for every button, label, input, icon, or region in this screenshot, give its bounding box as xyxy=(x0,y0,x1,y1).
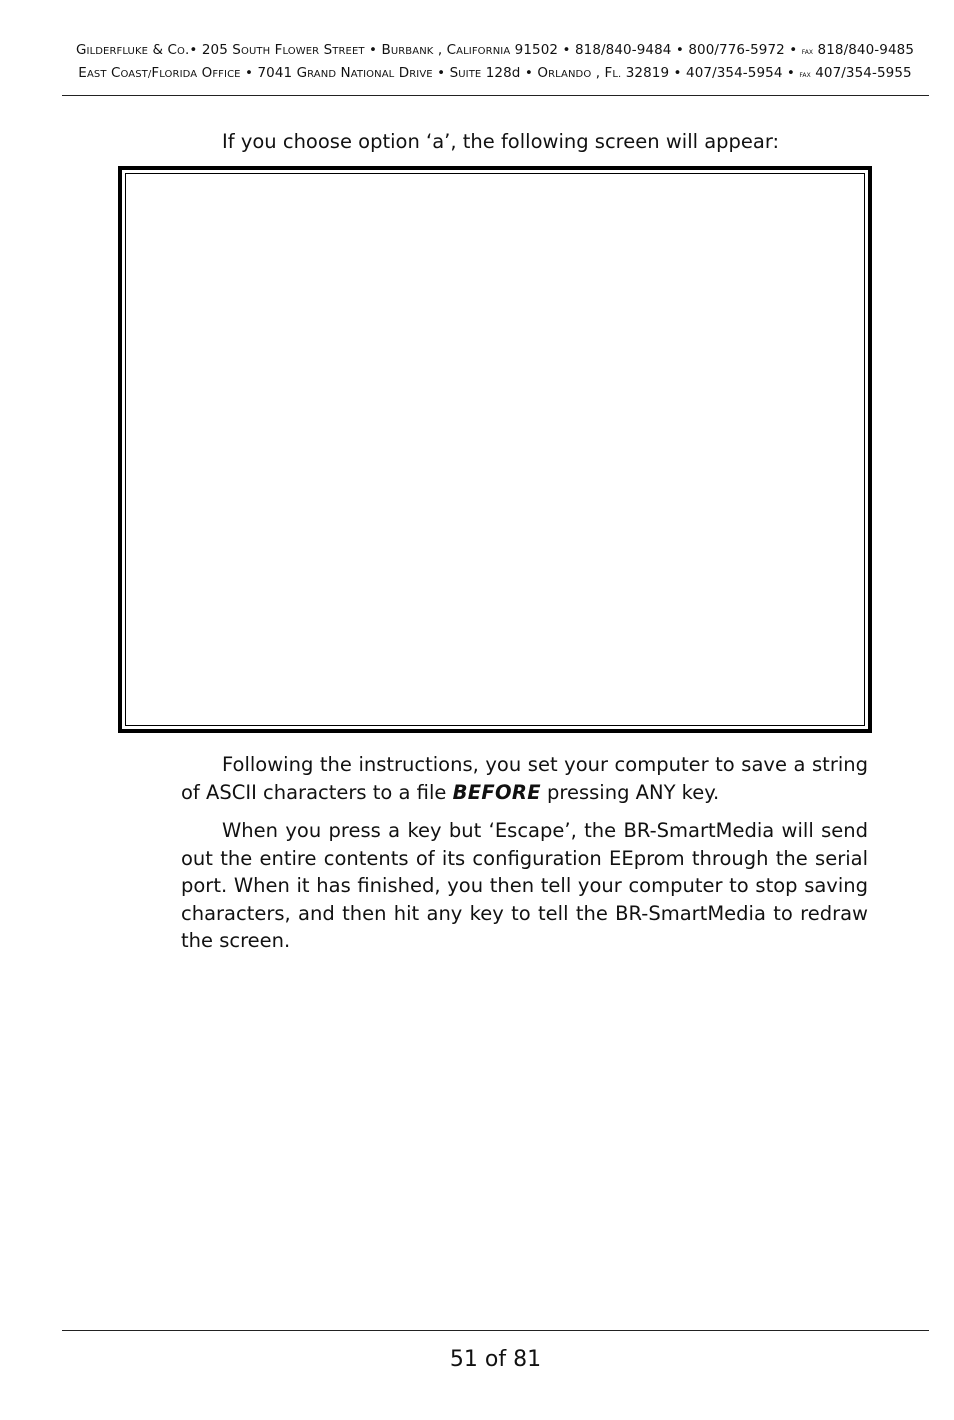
company-name: ILDERFLUKE xyxy=(86,46,149,57)
paragraph-instructions xyxy=(181,751,868,806)
office-word: O xyxy=(201,65,213,81)
street-word: RAND xyxy=(307,69,337,80)
office-word: LORIDA xyxy=(159,69,198,80)
office-word: F xyxy=(151,65,160,81)
office-word: E xyxy=(78,65,87,81)
zip-and-phones: 91502 • 818/840-9484 • 800/776-5972 • xyxy=(510,42,802,58)
street-number: .• 205 xyxy=(184,42,233,58)
paragraph-text: When you press a key but ‘Escape’, the BR-SmartMedia will send out the entire contents of its configuration EEprom through the serial port. When it has finished, you then tell your computer to stop saving characters, and then hit any key to tell the BR-SmartMedia to redraw the screen. xyxy=(181,819,868,952)
street-word: ATIONAL xyxy=(350,69,395,80)
office-word: FFICE xyxy=(212,69,241,80)
company-co-rest: O xyxy=(177,46,185,57)
separator: , xyxy=(591,65,605,81)
footer-divider xyxy=(62,1330,929,1331)
letterhead-line-2 xyxy=(62,63,928,86)
company-co: & C xyxy=(152,42,177,58)
screen-capture-area xyxy=(125,173,865,726)
intro-text: If you choose option ‘a’, the following screen will appear: xyxy=(222,130,780,153)
city-initial: B xyxy=(381,42,391,58)
street-word: D xyxy=(398,65,410,81)
separator: • xyxy=(432,65,450,81)
fax-label: fax xyxy=(801,47,814,57)
fax-number: 818/840-9485 xyxy=(813,42,915,58)
letterhead xyxy=(62,40,928,86)
page-number: 51 of 81 xyxy=(449,1347,542,1372)
paragraph-escape xyxy=(181,817,868,955)
emphasis-before: BEFORE xyxy=(452,780,541,804)
street-word: TREET xyxy=(332,46,365,57)
separator: , xyxy=(433,42,447,58)
street-word: S xyxy=(232,42,241,58)
city-name: RLANDO xyxy=(548,69,592,80)
city-name: URBANK xyxy=(390,46,434,57)
street-word: RIVE xyxy=(409,69,433,80)
separator: • xyxy=(364,42,382,58)
street-word: S xyxy=(323,42,333,58)
street-word: G xyxy=(296,65,308,81)
suite-number: 128d • xyxy=(481,65,538,81)
office-word: OAST/ xyxy=(120,69,152,80)
suite-word: UITE xyxy=(458,69,482,80)
paragraph-text: Following the instructions, you set your computer to save a string of ASCII characters to a file xyxy=(181,753,868,804)
fax-number: 407/354-5955 xyxy=(810,65,912,81)
street-word: LOWER xyxy=(282,46,320,57)
screen-capture-frame xyxy=(118,166,872,733)
suite-word: S xyxy=(449,65,459,81)
state-initial: C xyxy=(446,42,457,58)
company-initial: G xyxy=(75,42,87,58)
street-number: • 7041 xyxy=(240,65,297,81)
street-word: N xyxy=(340,65,351,81)
state-initial: F xyxy=(604,65,613,81)
office-word: C xyxy=(110,65,121,81)
letterhead-line-1 xyxy=(62,40,928,63)
street-word: F xyxy=(274,42,283,58)
zip-and-phones: 32819 • 407/354-5954 • xyxy=(621,65,800,81)
street-word: OUTH xyxy=(240,46,271,57)
office-word: AST xyxy=(86,69,107,80)
header-divider xyxy=(62,95,929,96)
paragraph-text: pressing ANY key. xyxy=(540,780,720,804)
fax-label: fax xyxy=(799,70,811,80)
state-name: ALIFORNIA xyxy=(456,46,511,57)
city-initial: O xyxy=(537,65,549,81)
state-name: L. xyxy=(612,69,622,80)
